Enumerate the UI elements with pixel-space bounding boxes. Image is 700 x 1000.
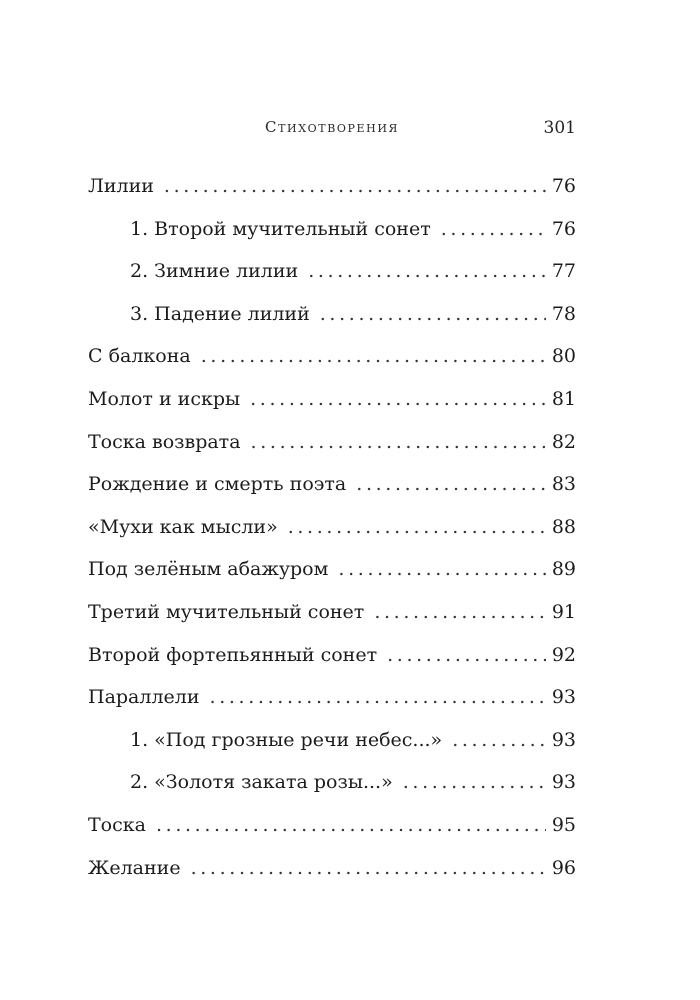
toc-entry-title: «Мухи как мысли» bbox=[88, 515, 278, 538]
toc-entry-pod-zelenym-abazhurom bbox=[88, 551, 576, 594]
dot-leader bbox=[288, 509, 546, 545]
toc-entry-title: С балкона bbox=[88, 345, 191, 368]
toc-entry-title: Лилии bbox=[88, 175, 154, 197]
dot-leader bbox=[210, 679, 546, 715]
toc-entry-page: 92 bbox=[551, 643, 576, 666]
dot-leader bbox=[356, 466, 546, 502]
dot-leader bbox=[156, 807, 546, 843]
dot-leader bbox=[441, 211, 546, 247]
dot-leader bbox=[320, 296, 546, 332]
table-of-contents bbox=[88, 168, 576, 892]
dot-leader bbox=[164, 168, 546, 204]
toc-entry-page: 93 bbox=[551, 771, 576, 794]
toc-entry-rozhdenie-i-smert-poeta bbox=[88, 466, 576, 509]
toc-entry-page: 77 bbox=[551, 260, 576, 283]
toc-entry-zolotya-zakata-rozy bbox=[88, 764, 576, 807]
toc-entry-toska-vozvrata bbox=[88, 424, 576, 467]
toc-entry-zhelanie bbox=[88, 850, 576, 893]
toc-entry-title: 2. «Золотя заката розы...» bbox=[130, 771, 393, 794]
toc-entry-mukhi-kak-mysli bbox=[88, 509, 576, 552]
dot-leader bbox=[403, 764, 546, 800]
dot-leader bbox=[191, 850, 546, 886]
dot-leader bbox=[251, 424, 546, 460]
toc-entry-title: Параллели bbox=[88, 686, 200, 709]
dot-leader bbox=[452, 722, 546, 758]
toc-entry-page: 80 bbox=[551, 345, 576, 368]
toc-entry-toska bbox=[88, 807, 576, 850]
dot-leader bbox=[250, 381, 546, 417]
toc-entry-page: 89 bbox=[551, 558, 576, 581]
dot-leader bbox=[338, 551, 545, 587]
toc-entry-title: Второй фортепьянный сонет bbox=[88, 643, 378, 666]
toc-entry-title: Желание bbox=[88, 856, 181, 879]
toc-entry-page: 78 bbox=[551, 302, 576, 325]
toc-entry-title: Рождение и смерть поэта bbox=[88, 473, 347, 496]
toc-entry-page: 91 bbox=[551, 600, 576, 623]
toc-entry-zimnie-lilii bbox=[88, 253, 576, 296]
running-head bbox=[88, 118, 576, 142]
toc-entry-page: 81 bbox=[551, 387, 576, 410]
dot-leader bbox=[201, 338, 546, 374]
toc-entry-page: 76 bbox=[551, 217, 576, 240]
page-number: 301 bbox=[543, 118, 576, 138]
toc-entry-title: Тоска bbox=[88, 813, 146, 836]
toc-entry-s-balkona bbox=[88, 338, 576, 381]
toc-entry-vtoroy-muchitelny-sonet bbox=[88, 211, 576, 254]
toc-entry-page: 82 bbox=[551, 430, 576, 453]
toc-entry-title: 2. Зимние лилии bbox=[130, 260, 299, 283]
toc-entry-title: Третий мучительный сонет bbox=[88, 600, 365, 623]
toc-entry-title: Молот и искры bbox=[88, 387, 241, 410]
toc-entry-vtoroy-fortepyanny-sonet bbox=[88, 637, 576, 680]
toc-entry-pod-groznye-rechi-nebes bbox=[88, 722, 576, 765]
toc-entry-title: 3. Падение лилий bbox=[130, 302, 310, 325]
toc-entry-title: 1. «Под грозные речи небес...» bbox=[130, 728, 443, 751]
toc-entry-title: Под зелёным абажуром bbox=[88, 558, 329, 581]
dot-leader bbox=[308, 253, 546, 289]
toc-entry-page: 83 bbox=[551, 473, 576, 496]
dot-leader bbox=[374, 594, 546, 630]
toc-entry-title: 1. Второй мучительный сонет bbox=[130, 217, 431, 240]
toc-entry-padenie-liliy bbox=[88, 296, 576, 339]
toc-entry-paralleli bbox=[88, 679, 576, 722]
toc-entry-page: 96 bbox=[551, 856, 576, 879]
toc-entry-page: 88 bbox=[551, 515, 576, 538]
toc-entry-lilii bbox=[88, 168, 576, 211]
toc-entry-page: 93 bbox=[551, 686, 576, 709]
toc-entry-molot-i-iskry bbox=[88, 381, 576, 424]
toc-entry-title: Тоска возврата bbox=[88, 430, 241, 453]
toc-entry-tretiy-muchitelny-sonet bbox=[88, 594, 576, 637]
toc-entry-page: 95 bbox=[551, 813, 576, 836]
running-title: Стихотворения bbox=[265, 118, 399, 136]
toc-entry-page: 93 bbox=[551, 728, 576, 751]
toc-entry-page: 76 bbox=[551, 175, 576, 197]
dot-leader bbox=[387, 637, 546, 673]
